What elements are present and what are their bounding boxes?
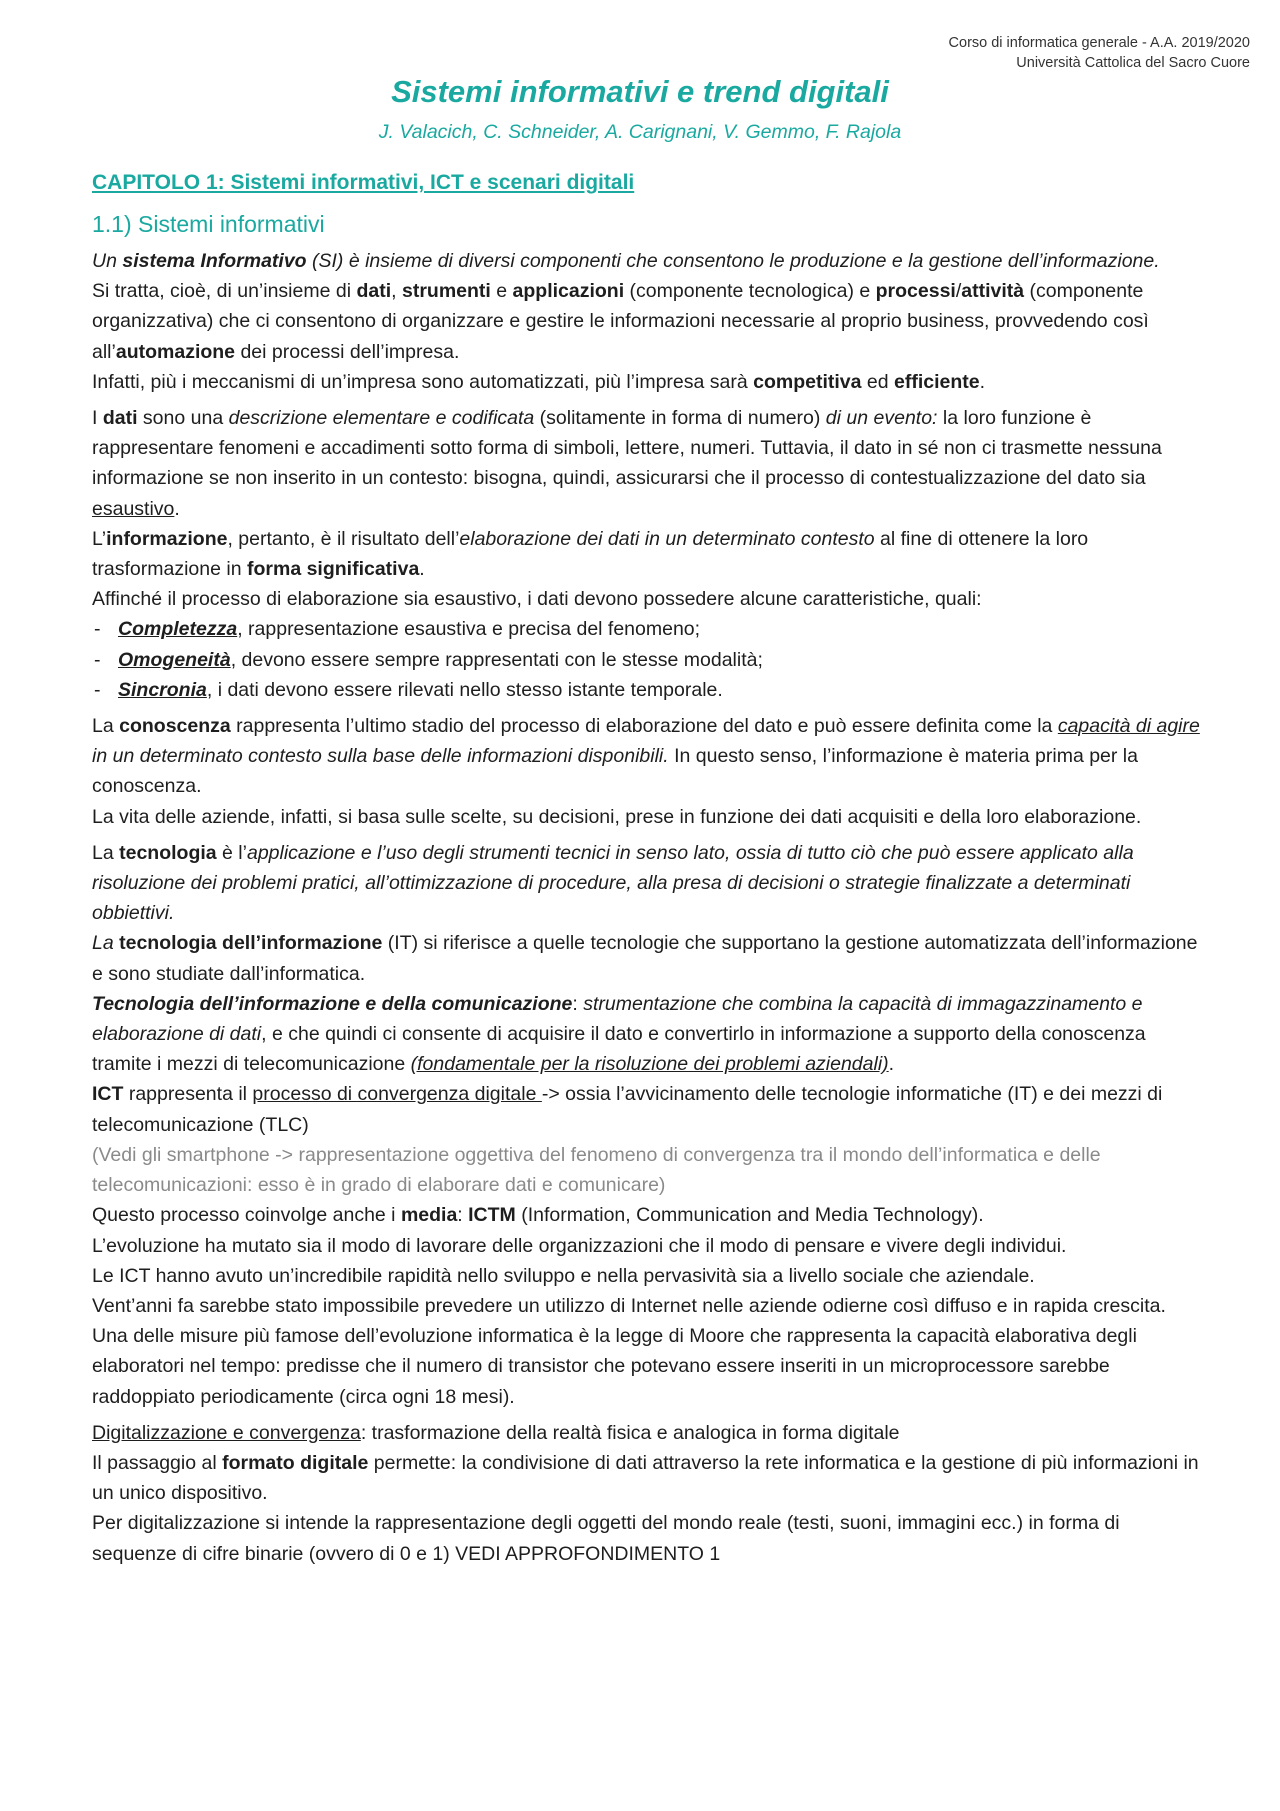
paragraph-binario: Per digitalizzazione si intende la rappresentazione degli oggetti del mondo reale (testi, suoni, immagini ecc.) in forma di sequenze di cifre binarie (ovvero di 0 e 1) VEDI APPROFONDIMENTO 1 <box>92 1512 1120 1565</box>
paragraph-digitalizzazione: Digitalizzazione e convergenza: trasformazione della realtà fisica e analogica in forma digitale <box>92 1421 900 1444</box>
list-item: - Completezza, rappresentazione esaustiva e precisa del fenomeno; <box>92 614 1202 644</box>
paragraph-it: La tecnologia dell’informazione (IT) si riferisce a quelle tecnologie che supportano la gestione automatizzata dell’informazione e sono studiate dall’informatica. <box>92 932 1198 985</box>
paragraph-ictm: Questo processo coinvolge anche i media: ICTM (Information, Communication and Media Technology). <box>92 1204 984 1227</box>
document-body <box>92 168 1202 1569</box>
paragraph-smartphone-note: (Vedi gli smartphone -> rappresentazione oggettiva del fenomeno di convergenza tra il mondo dell’informatica e delle telecomunicazioni: esso è in grado di elaborare dati e comunicare) <box>92 1143 1101 1197</box>
paragraph-conoscenza: La conoscenza rappresenta l’ultimo stadio del processo di elaborazione del dato e può essere definita come la capacità di agire in un determinato contesto sulla base delle informazioni disponibili. In questo senso, l’informazione è materia prima per la conoscenza. <box>92 715 1200 798</box>
paragraph-dati: I dati sono una descrizione elementare e codificata (solitamente in forma di numero) di un evento: la loro funzione è rappresentare fenomeni e accadimenti sotto forma di simboli, lettere, numeri. Tuttavia, il dato in sé non ci trasmette nessuna informazione se non inserito in un contesto: bisogna, quindi, assicurarsi che il processo di contestualizzazione del dato sia esaustivo. <box>92 407 1162 520</box>
paragraph-automazione: Infatti, più i meccanismi di un’impresa sono automatizzati, più l’impresa sarà competitiva ed efficiente. <box>92 370 986 393</box>
paragraph-tic: Tecnologia dell’informazione e della comunicazione: strumentazione che combina la capacità di immagazzinamento e elaborazione di dati, e che quindi ci consente di acquisire il dato e convertirlo in informazione a supporto della conoscenza tramite i mezzi di telecomunicazione (fondamentale per la risoluzione dei problemi aziendali). <box>92 992 1146 1076</box>
paragraph-tecnologia: La tecnologia è l’applicazione e l’uso degli strumenti tecnici in senso lato, ossia di tutto ciò che può essere applicato alla risoluzione dei problemi pratici, all’ottimizzazione di procedure, alla presa di decisioni o strategie finalizzate a determinati obbiettivi. <box>92 841 1134 925</box>
section-heading: 1.1) Sistemi informativi <box>92 211 325 237</box>
paragraph-ict: ICT rappresenta il processo di convergenza digitale -> ossia l’avvicinamento delle tecnologie informatiche (IT) e dei mezzi di telecomunicazione (TLC) <box>92 1083 1163 1136</box>
paragraph-sistema-informativo: Un sistema Informativo (SI) è insieme di diversi componenti che consentono le produzione e la gestione dell’informazione. <box>92 250 1160 272</box>
page-header <box>949 33 1250 73</box>
paragraph-vita-aziende: La vita delle aziende, infatti, si basa sulle scelte, su decisioni, prese in funzione dei dati acquisiti e della loro elaborazione. <box>92 805 1142 828</box>
paragraph-evoluzione: L’evoluzione ha mutato sia il modo di lavorare delle organizzazioni che il modo di pensare e vivere degli individui. <box>92 1234 1067 1257</box>
paragraph-informazione: L’informazione, pertanto, è il risultato dell’elaborazione dei dati in un determinato contesto al fine di ottenere la loro trasformazione in forma significativa. <box>92 527 1089 581</box>
university-line: Università Cattolica del Sacro Cuore <box>1016 55 1250 71</box>
paragraph-formato-digitale: Il passaggio al formato digitale permette: la condivisione di dati attraverso la rete informatica e la gestione di più informazioni in un unico dispositivo. <box>92 1451 1199 1505</box>
course-line: Corso di informatica generale - A.A. 2019/2020 <box>948 35 1250 51</box>
document-authors: J. Valacich, C. Schneider, A. Carignani, V. Gemmo, F. Rajola <box>378 121 902 143</box>
paragraph-caratteristiche: Affinché il processo di elaborazione sia esaustivo, i dati devono possedere alcune caratteristiche, quali: <box>92 588 982 611</box>
paragraph-componenti: Si tratta, cioè, di un’insieme di dati, strumenti e applicazioni (componente tecnologica) e processi/attività (componente organizzativa) che ci consentono di organizzare e gestire le informazioni necessarie al proprio business, provvedendo così all’automazione dei processi dell’impresa. <box>92 280 1149 363</box>
characteristics-list <box>92 614 1202 705</box>
paragraph-rapidita: Le ICT hanno avuto un’incredibile rapidità nello sviluppo e nella pervasività sia a livello sociale che aziendale. <box>92 1264 1035 1287</box>
chapter-heading: CAPITOLO 1: Sistemi informativi, ICT e scenari digitali <box>92 171 635 194</box>
paragraph-moore: Vent’anni fa sarebbe stato impossibile prevedere un utilizzo di Internet nelle aziende odierne così diffuso e in rapida crescita. Una delle misure più famose dell’evoluzione informatica è la legge di Moore che rappresenta la capacità elaborativa degli elaboratori nel tempo: predisse che il numero di transistor che potevano essere inseriti in un microprocessore sarebbe raddoppiato periodicamente (circa ogni 18 mesi). <box>92 1294 1166 1408</box>
list-item: - Sincronia, i dati devono essere rilevati nello stesso istante temporale. <box>92 675 1202 705</box>
document-title: Sistemi informativi e trend digitali <box>391 74 889 109</box>
list-item: - Omogeneità, devono essere sempre rappresentati con le stesse modalità; <box>92 645 1202 675</box>
